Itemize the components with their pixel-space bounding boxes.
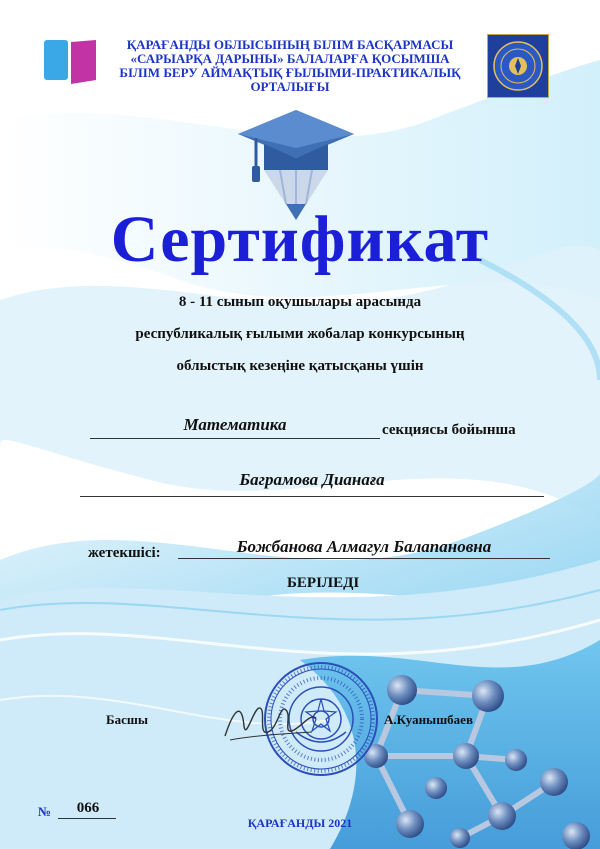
header-line: ОРТАЛЫҒЫ bbox=[250, 79, 330, 94]
supervisor-label: жетекшісі: bbox=[88, 545, 161, 561]
signatory-role: Басшы bbox=[106, 712, 148, 727]
header-line: БІЛІМ БЕРУ АЙМАҚТЫҚ ҒЫЛЫМИ-ПРАКТИКАЛЫҚ bbox=[119, 65, 461, 80]
recipient-underline bbox=[80, 496, 544, 497]
recipient-name: Баграмова Дианаға bbox=[239, 470, 385, 489]
book-logo-icon bbox=[44, 40, 100, 84]
certificate-title: Сертификат bbox=[110, 203, 490, 276]
organization-header bbox=[100, 38, 480, 94]
supervisor-name: Божбанова Алмагул Балапановна bbox=[236, 537, 492, 556]
header-line: «САРЫАРҚА ДАРЫНЫ» БАЛАЛАРҒА ҚОСЫМША bbox=[130, 51, 450, 66]
subtitle-line: 8 - 11 сынып оқушылары арасында bbox=[178, 294, 422, 310]
center-emblem-icon bbox=[487, 34, 549, 98]
supervisor-underline bbox=[178, 558, 550, 559]
section-suffix: секциясы бойынша bbox=[382, 422, 516, 438]
subtitle-line: республикалық ғылыми жобалар конкурсының bbox=[135, 326, 465, 342]
signatory-name: А.Куанышбаев bbox=[384, 712, 473, 727]
section-name: Математика bbox=[183, 415, 287, 434]
number-label: № bbox=[38, 804, 52, 819]
handwritten-signature bbox=[220, 696, 320, 746]
section-underline bbox=[90, 438, 380, 439]
footer-city-year: ҚАРАҒАНДЫ 2021 bbox=[247, 816, 353, 830]
certificate-number: 066 bbox=[76, 800, 100, 816]
header-line: ҚАРАҒАНДЫ ОБЛЫСЫНЫҢ БІЛІМ БАСҚАРМАСЫ bbox=[126, 37, 454, 52]
awarded-text: БЕРІЛЕДІ bbox=[287, 575, 360, 591]
subtitle-line: облыстық кезеңіне қатысқаны үшін bbox=[176, 358, 424, 374]
